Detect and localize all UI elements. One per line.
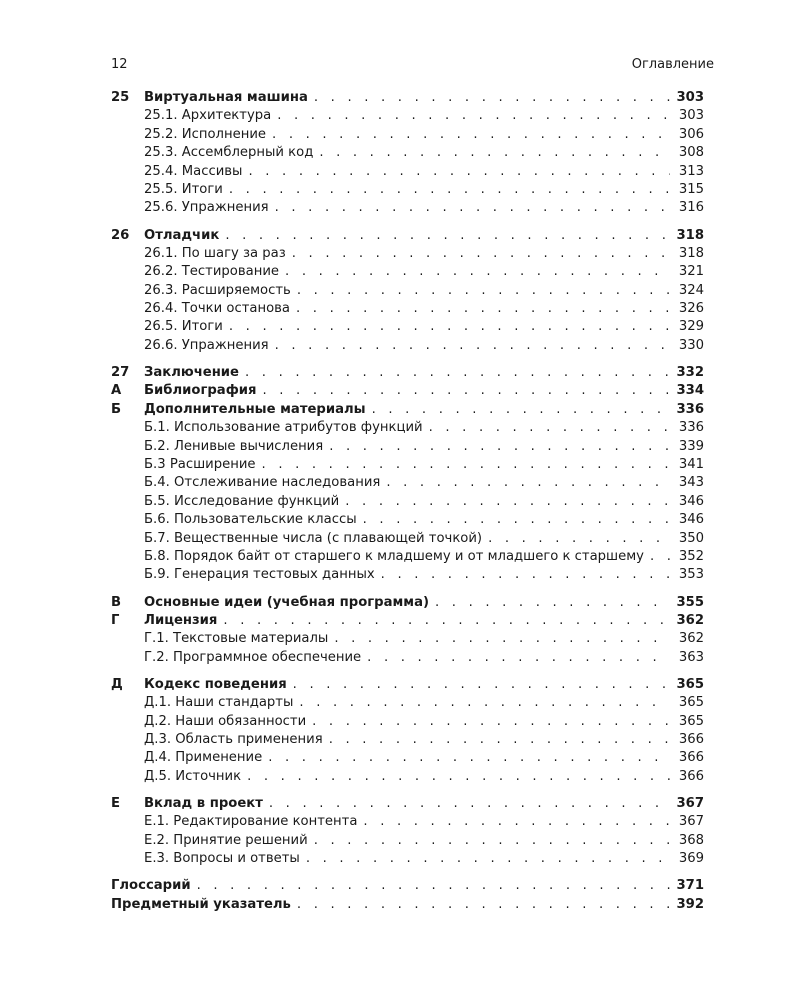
toc-chapter-entry[interactable] [111, 676, 704, 694]
dot-leader [223, 612, 670, 630]
toc-entry-body [144, 364, 704, 382]
toc-chapter-number: Д [111, 676, 123, 692]
toc-entry-body [144, 438, 704, 456]
toc-section-entry[interactable] [111, 493, 704, 511]
toc-entry-page: 346 [670, 493, 704, 511]
toc-section-entry[interactable] [111, 530, 704, 548]
dot-leader [245, 364, 670, 382]
toc-chapter-number: В [111, 594, 122, 610]
toc-entry-page: 366 [670, 749, 704, 767]
toc-entry-page: 336 [670, 401, 704, 419]
toc-entry-page: 365 [670, 694, 704, 712]
toc-entry-body [144, 530, 704, 548]
toc-section-entry[interactable] [111, 318, 704, 336]
dot-leader [275, 199, 670, 217]
toc-entry-body [144, 813, 704, 831]
toc-chapter-entry[interactable] [111, 382, 704, 400]
dot-leader [299, 694, 670, 712]
toc-section-entry[interactable] [111, 511, 704, 529]
toc-chapter-number: Г [111, 612, 120, 628]
toc-entry-title: Д.2. Наши обязанности [144, 713, 312, 731]
toc-entry-title: Заключение [144, 364, 245, 382]
toc-section-entry[interactable] [111, 548, 704, 566]
toc-entry-page: 355 [670, 594, 704, 612]
toc-section-entry[interactable] [111, 850, 704, 868]
toc-entry-page: 366 [670, 731, 704, 749]
toc-section-entry[interactable] [111, 245, 704, 263]
dot-leader [247, 768, 670, 786]
toc-entry-page: 346 [670, 511, 704, 529]
toc-section-entry[interactable] [111, 199, 704, 217]
toc-entry-title: Б.3 Расширение [144, 456, 262, 474]
dot-leader [363, 511, 670, 529]
toc-entry-title: Глоссарий [111, 877, 197, 895]
toc-entry-page: 365 [670, 676, 704, 694]
toc-entry-body [144, 199, 704, 217]
toc-entry-title: Дополнительные материалы [144, 401, 372, 419]
toc-entry-title: 25.6. Упражнения [144, 199, 275, 217]
toc-entry-page: 303 [670, 89, 704, 107]
dot-leader [429, 419, 670, 437]
toc-section-entry[interactable] [111, 300, 704, 318]
dot-leader [262, 456, 670, 474]
toc-entry-title: 26.5. Итоги [144, 318, 229, 336]
dot-leader [329, 438, 670, 456]
dot-leader [488, 530, 670, 548]
dot-leader [345, 493, 670, 511]
dot-leader [197, 877, 670, 895]
toc-entry-body [144, 227, 704, 245]
toc-section-entry[interactable] [111, 713, 704, 731]
toc-entry-page: 336 [670, 419, 704, 437]
toc-entry-title: 26.4. Точки останова [144, 300, 296, 318]
dot-leader [319, 144, 670, 162]
dot-leader [329, 731, 670, 749]
dot-leader [297, 896, 670, 914]
toc-entry-page: 318 [670, 245, 704, 263]
toc-entry-title: Вклад в проект [144, 795, 269, 813]
dot-leader [334, 630, 670, 648]
toc-entry-body [144, 107, 704, 125]
toc-entry-title: 25.1. Архитектура [144, 107, 277, 125]
toc-entry-title: Б.9. Генерация тестовых данных [144, 566, 381, 584]
toc-entry-body [144, 401, 704, 419]
toc-entry-page: 367 [670, 813, 704, 831]
toc-entry-title: Библиография [144, 382, 262, 400]
toc-entry-title: 26.1. По шагу за раз [144, 245, 292, 263]
toc-entry-page: 318 [670, 227, 704, 245]
toc-entry-body [144, 548, 704, 566]
toc-entry-body [144, 282, 704, 300]
toc-entry-page: 367 [670, 795, 704, 813]
toc-entry-title: Виртуальная машина [144, 89, 314, 107]
toc-chapter-number: 27 [111, 365, 130, 381]
toc-chapter-number: Е [111, 796, 121, 812]
toc-entry-body [144, 649, 704, 667]
toc-chapter-entry[interactable] [111, 401, 704, 419]
page-header [111, 55, 714, 75]
dot-leader [285, 263, 670, 281]
dot-leader [262, 382, 670, 400]
toc-entry-body [111, 877, 704, 895]
toc-section-entry[interactable] [111, 419, 704, 437]
toc-entry-page: 350 [670, 530, 704, 548]
toc-entry-body [144, 850, 704, 868]
toc-section-entry[interactable] [111, 337, 704, 355]
toc-entry-body [144, 832, 704, 850]
dot-leader [314, 89, 670, 107]
toc-chapter-number: 25 [111, 90, 130, 105]
toc-entry-title: Б.4. Отслеживание наследования [144, 474, 386, 492]
toc-entry-page: 341 [670, 456, 704, 474]
toc-chapter-number: Б [111, 401, 122, 417]
toc-entry-title: Б.8. Порядок байт от старшего к младшему и от младшего к старшему [144, 548, 650, 566]
toc-entry-page: 324 [670, 282, 704, 300]
toc-entry-body [144, 419, 704, 437]
toc-entry-page: 303 [670, 107, 704, 125]
dot-leader [292, 245, 670, 263]
toc-entry-body [144, 89, 704, 107]
dot-leader [272, 126, 670, 144]
toc-chapter-entry[interactable] [111, 89, 704, 107]
toc-entry-title: Б.1. Использование атрибутов функций [144, 419, 429, 437]
toc-entry-title: Г.2. Программное обеспечение [144, 649, 367, 667]
toc-entry-page: 321 [670, 263, 704, 281]
dot-leader [367, 649, 670, 667]
toc-entry-body [144, 511, 704, 529]
toc-entry-title: Основные идеи (учебная программа) [144, 594, 435, 612]
toc-entry-page: 365 [670, 713, 704, 731]
toc-entry-page: 343 [670, 474, 704, 492]
toc-entry-page: 362 [670, 630, 704, 648]
toc-section-entry[interactable] [111, 566, 704, 584]
toc-entry-title: Д.3. Область применения [144, 731, 329, 749]
toc-entry-body [144, 163, 704, 181]
table-of-contents [111, 89, 704, 914]
toc-entry-page: 332 [670, 364, 704, 382]
dot-leader [650, 548, 670, 566]
toc-section-entry[interactable] [111, 630, 704, 648]
toc-section-entry[interactable] [111, 813, 704, 831]
toc-entry-body [144, 474, 704, 492]
toc-entry-title: Е.3. Вопросы и ответы [144, 850, 306, 868]
toc-chapter-entry[interactable] [111, 877, 704, 895]
toc-entry-title: 26.6. Упражнения [144, 337, 275, 355]
toc-entry-title: Д.4. Применение [144, 749, 268, 767]
running-title: Оглавление [631, 57, 714, 72]
toc-entry-title: Б.5. Исследование функций [144, 493, 345, 511]
toc-entry-page: 369 [670, 850, 704, 868]
toc-entry-title: Кодекс поведения [144, 676, 293, 694]
toc-entry-body [144, 749, 704, 767]
toc-entry-title: Е.2. Принятие решений [144, 832, 314, 850]
toc-section-entry[interactable] [111, 263, 704, 281]
toc-section-entry[interactable] [111, 749, 704, 767]
toc-chapter-entry[interactable] [111, 364, 704, 382]
toc-entry-title: Б.6. Пользовательские классы [144, 511, 363, 529]
toc-entry-title: Г.1. Текстовые материалы [144, 630, 334, 648]
dot-leader [381, 566, 670, 584]
toc-entry-body [144, 795, 704, 813]
toc-entry-body [144, 456, 704, 474]
toc-entry-body [144, 126, 704, 144]
toc-section-entry[interactable] [111, 126, 704, 144]
dot-leader [306, 850, 670, 868]
dot-leader [268, 749, 670, 767]
toc-entry-body [144, 630, 704, 648]
page-number: 12 [111, 57, 128, 72]
toc-entry-title: 25.2. Исполнение [144, 126, 272, 144]
toc-entry-title: Б.7. Вещественные числа (с плавающей точкой) [144, 530, 488, 548]
toc-entry-body [144, 181, 704, 199]
toc-entry-body [144, 676, 704, 694]
toc-entry-title: Отладчик [144, 227, 225, 245]
dot-leader [314, 832, 670, 850]
toc-chapter-number: А [111, 383, 122, 399]
dot-leader [386, 474, 670, 492]
toc-entry-title: Д.1. Наши стандарты [144, 694, 299, 712]
toc-section-entry[interactable] [111, 438, 704, 456]
toc-section-entry[interactable] [111, 107, 704, 125]
toc-entry-body [144, 144, 704, 162]
toc-entry-body [144, 566, 704, 584]
dot-leader [229, 318, 670, 336]
dot-leader [229, 181, 670, 199]
dot-leader [269, 795, 670, 813]
toc-chapter-number: 26 [111, 227, 130, 243]
toc-section-entry[interactable] [111, 144, 704, 162]
toc-entry-page: 329 [670, 318, 704, 336]
toc-chapter-entry[interactable] [111, 795, 704, 813]
toc-entry-page: 368 [670, 832, 704, 850]
toc-section-entry[interactable] [111, 181, 704, 199]
toc-entry-page: 316 [670, 199, 704, 217]
toc-entry-page: 308 [670, 144, 704, 162]
toc-entry-page: 363 [670, 649, 704, 667]
dot-leader [248, 163, 670, 181]
toc-chapter-entry[interactable] [111, 896, 704, 914]
toc-entry-page: 366 [670, 768, 704, 786]
dot-leader [435, 594, 670, 612]
toc-entry-title: 25.5. Итоги [144, 181, 229, 199]
toc-entry-title: 26.2. Тестирование [144, 263, 285, 281]
toc-section-entry[interactable] [111, 163, 704, 181]
toc-section-entry[interactable] [111, 282, 704, 300]
toc-section-entry[interactable] [111, 474, 704, 492]
dot-leader [312, 713, 670, 731]
toc-chapter-entry[interactable] [111, 594, 704, 612]
toc-entry-body [144, 768, 704, 786]
dot-leader [275, 337, 670, 355]
toc-chapter-entry[interactable] [111, 612, 704, 630]
toc-entry-body [144, 694, 704, 712]
toc-entry-title: Д.5. Источник [144, 768, 247, 786]
toc-entry-page: 392 [670, 896, 704, 914]
toc-entry-page: 353 [670, 566, 704, 584]
toc-entry-body [144, 493, 704, 511]
toc-entry-body [144, 337, 704, 355]
toc-entry-page: 330 [670, 337, 704, 355]
toc-entry-body [144, 731, 704, 749]
dot-leader [363, 813, 670, 831]
toc-entry-body [144, 245, 704, 263]
toc-section-entry[interactable] [111, 731, 704, 749]
toc-entry-body [144, 300, 704, 318]
toc-entry-page: 339 [670, 438, 704, 456]
toc-entry-body [144, 713, 704, 731]
toc-entry-title: 25.3. Ассемблерный код [144, 144, 319, 162]
toc-entry-page: 306 [670, 126, 704, 144]
dot-leader [372, 401, 670, 419]
toc-section-entry[interactable] [111, 694, 704, 712]
toc-entry-body [144, 612, 704, 630]
dot-leader [296, 300, 670, 318]
dot-leader [293, 676, 670, 694]
toc-entry-page: 371 [670, 877, 704, 895]
toc-entry-title: 25.4. Массивы [144, 163, 248, 181]
dot-leader [297, 282, 670, 300]
toc-entry-title: Е.1. Редактирование контента [144, 813, 363, 831]
toc-section-entry[interactable] [111, 768, 704, 786]
toc-entry-page: 315 [670, 181, 704, 199]
toc-section-entry[interactable] [111, 456, 704, 474]
toc-entry-title: Б.2. Ленивые вычисления [144, 438, 329, 456]
toc-section-entry[interactable] [111, 832, 704, 850]
toc-entry-title: Лицензия [144, 612, 223, 630]
toc-entry-body [144, 318, 704, 336]
toc-chapter-entry[interactable] [111, 227, 704, 245]
toc-entry-body [144, 594, 704, 612]
dot-leader [277, 107, 670, 125]
toc-entry-page: 352 [670, 548, 704, 566]
toc-section-entry[interactable] [111, 649, 704, 667]
toc-entry-body [111, 896, 704, 914]
toc-entry-page: 334 [670, 382, 704, 400]
toc-entry-body [144, 382, 704, 400]
dot-leader [225, 227, 670, 245]
toc-entry-page: 326 [670, 300, 704, 318]
toc-entry-title: Предметный указатель [111, 896, 297, 914]
toc-entry-title: 26.3. Расширяемость [144, 282, 297, 300]
toc-entry-page: 362 [670, 612, 704, 630]
toc-entry-page: 313 [670, 163, 704, 181]
toc-entry-body [144, 263, 704, 281]
